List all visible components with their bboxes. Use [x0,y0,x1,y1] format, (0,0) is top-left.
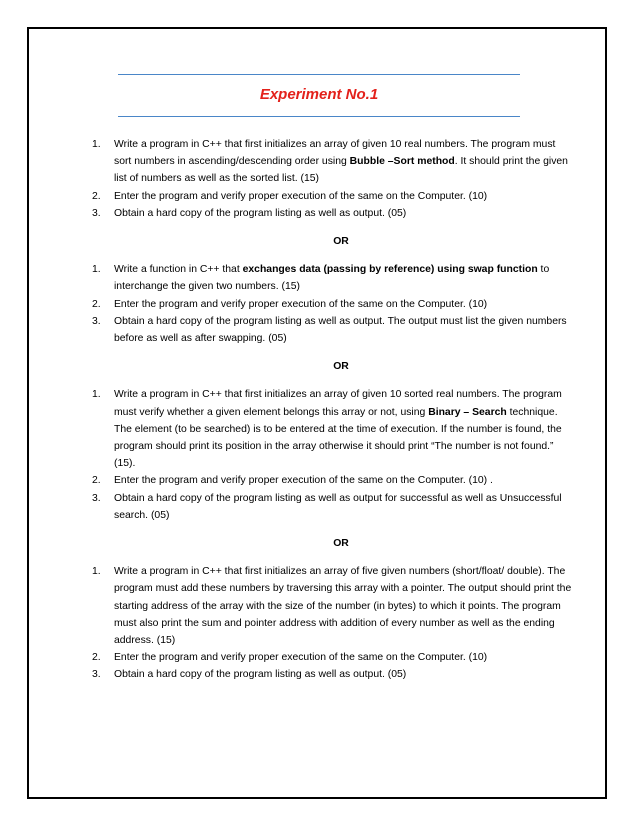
title-rule-top [118,74,520,75]
task-number: 1. [92,566,101,578]
task-text: Obtain a hard copy of the program listing as well as output for successful as well as Unsuccessful search. (05) [114,492,562,521]
task-number: 3. [92,207,101,219]
task-item [92,490,572,524]
task-item [92,666,572,683]
task-number: 1. [92,139,101,150]
task-text: . It should print the given list of numbers as well as the sorted list. (15) [114,156,568,185]
task-text-bold: Bubble –Sort method [349,156,455,168]
or-separator: OR [333,538,349,550]
task-text: Enter the program and verify proper execution of the same on the Computer. (10) . [114,475,493,487]
task-number: 1. [92,389,101,401]
task-item [92,563,572,649]
or-separator: OR [333,236,349,248]
task-text: Enter the program and verify proper execution of the same on the Computer. (10) [114,298,488,310]
task-list [92,386,572,524]
task-text: Obtain a hard copy of the program listing as well as output. (05) [114,669,407,681]
task-list [92,136,572,222]
task-number: 3. [92,315,101,327]
task-list [92,563,572,683]
experiment-content [92,136,572,684]
task-item [92,649,572,666]
task-item [92,386,572,472]
task-text: Obtain a hard copy of the program listing as well as output. (05) [114,207,407,219]
task-item [92,472,572,489]
task-number: 2. [92,190,101,202]
task-text: Write a program in C++ that first initializes an array of given 10 real numbers. The program must sort numbers in ascending/descending order using [114,139,556,168]
task-list [92,261,572,347]
task-number: 3. [92,492,101,504]
task-item [92,136,572,188]
task-text-bold: Binary – Search [428,406,507,418]
task-item [92,205,572,222]
task-text: Write a program in C++ that first initializes an array of given 10 sorted real numbers. The program must verify whether a given element belongs this array or not, using [114,389,562,418]
task-text: Write a program in C++ that first initializes an array of five given numbers (short/float/ double). The program must add these numbers by traversing this array with a pointer. The output should print the starting address of the array with the size of the number (in bytes) to which it points. The program must also print the sum and pointer address with addition of every number as well as the ending address. (15) [114,566,572,647]
task-text: technique. The element (to be searched) is to be entered at the time of execution. If the number is found, the program should print its position in the array otherwise it should print “The number is not found.” (15). [114,406,562,470]
task-number: 3. [92,669,101,681]
page-title: Experiment No.1 [259,86,379,103]
task-text: Enter the program and verify proper execution of the same on the Computer. (10) [114,652,488,664]
task-text: Enter the program and verify proper execution of the same on the Computer. (10) [114,190,488,202]
task-item [92,261,572,295]
task-number: 2. [92,652,101,664]
task-item [92,296,572,313]
task-text: Write a function in C++ that [114,264,243,276]
task-number: 2. [92,298,101,310]
task-item [92,313,572,347]
title-rule-bottom [118,116,520,117]
task-text-bold: exchanges data (passing by reference) using swap function [242,264,538,276]
task-number: 1. [92,264,101,276]
task-number: 2. [92,475,101,487]
or-separator: OR [333,361,349,373]
task-text: to interchange the given two numbers. (15) [114,264,550,293]
task-text: Obtain a hard copy of the program listing as well as output. The output must list the given numbers before as well as after swapping. (05) [114,315,567,345]
task-item [92,188,572,205]
